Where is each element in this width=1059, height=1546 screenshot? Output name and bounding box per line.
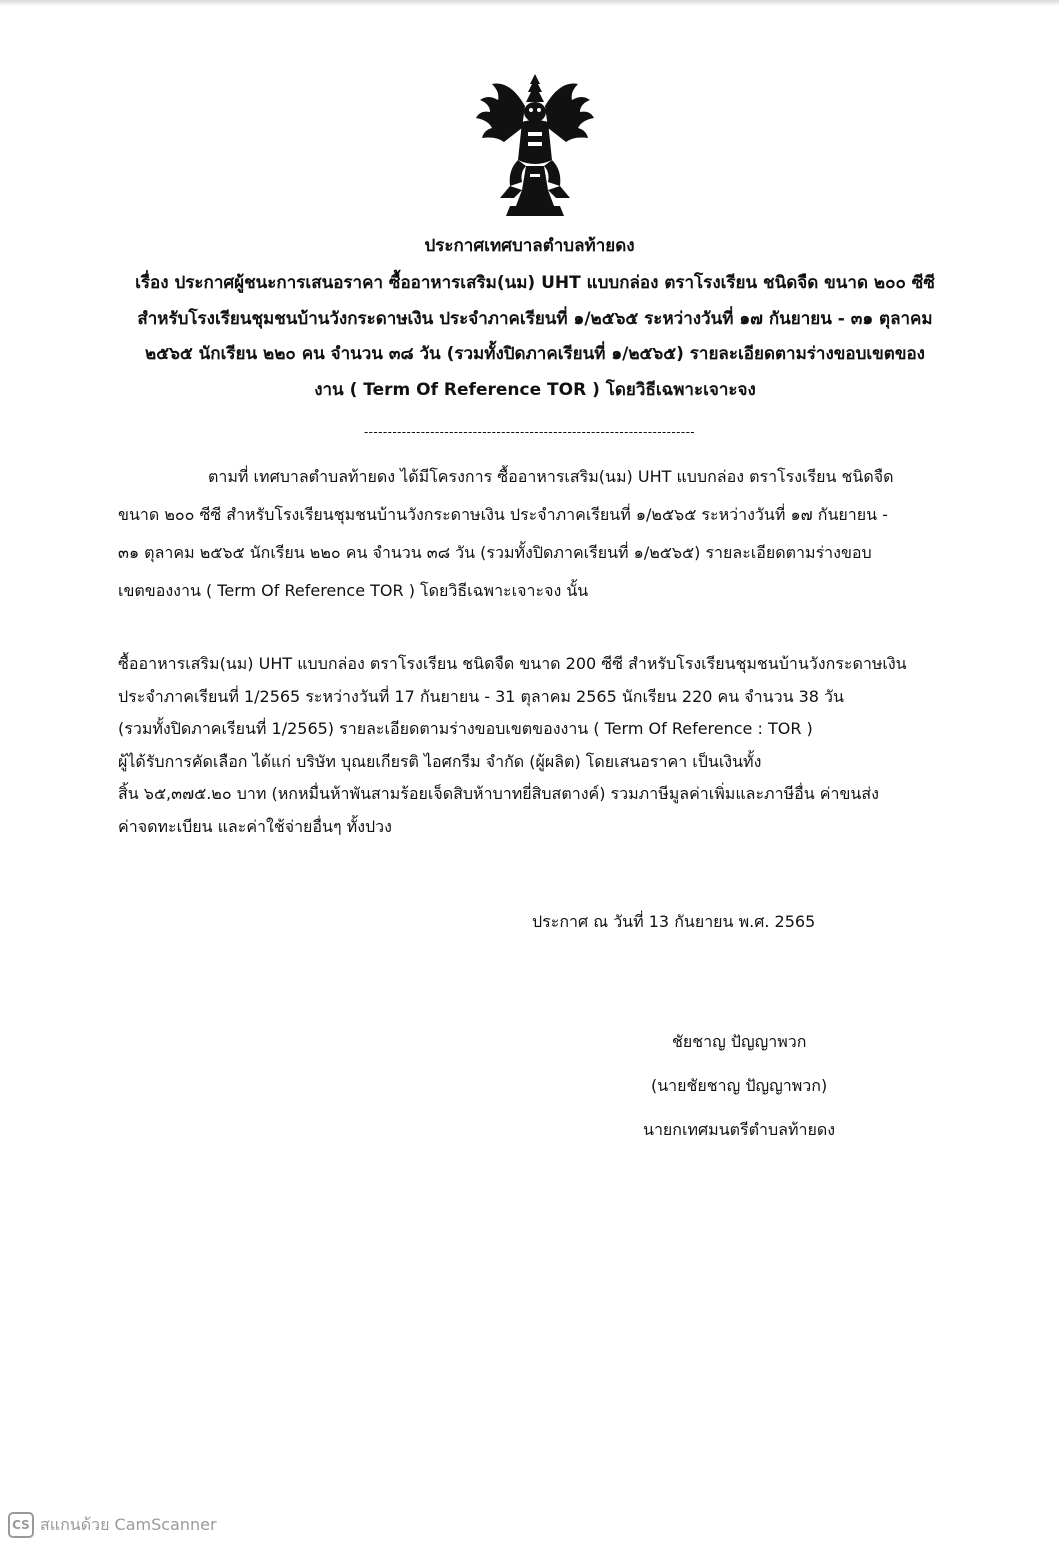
subject-line: ๒๕๖๕ นักเรียน ๒๒๐ คน จำนวน ๓๘ วัน (รวมทั้งปิดภาคเรียนที่ ๑/๒๕๖๕) รายละเอียดตามร่างขอบเขตของ [145,344,925,364]
garuda-emblem-icon [470,70,600,220]
camscanner-watermark [8,1512,217,1538]
signatory-name: ชัยชาญ ปัญญาพวก [672,1032,807,1051]
paragraph-line: เขตของงาน ( Term Of Reference TOR ) โดยวิธีเฉพาะเจาะจง นั้น [118,581,589,600]
separator-line: ---------------------------------------------------------------------- [363,425,696,439]
camscanner-logo-icon: CS [8,1512,34,1538]
subject-line: เรื่อง ประกาศผู้ชนะการเสนอราคา ซื้ออาหารเสริม(นม) UHT แบบกล่อง ตราโรงเรียน ชนิดจืด ขนาด ๒๐๐ ซีซี [135,273,935,293]
signatory-position: นายกเทศมนตรีตำบลท้ายดง [643,1120,836,1139]
paragraph-line: ประจำภาคเรียนที่ 1/2565 ระหว่างวันที่ 17 กันยายน - 31 ตุลาคม 2565 นักเรียน 220 คน จำนวน 38 วัน [118,686,844,706]
paragraph-line: ๓๑ ตุลาคม ๒๕๖๕ นักเรียน ๒๒๐ คน จำนวน ๓๘ วัน (รวมทั้งปิดภาคเรียนที่ ๑/๒๕๖๕) รายละเอียดตามร่างขอบ [118,543,872,562]
paragraph-line: (รวมทั้งปิดภาคเรียนที่ 1/2565) รายละเอียดตามร่างขอบเขตของงาน ( Term Of Reference : TOR ) [118,719,813,738]
subject-line: งาน ( Term Of Reference TOR ) โดยวิธีเฉพาะเจาะจง [314,379,756,400]
watermark-text: สแกนด้วย CamScanner [40,1514,217,1534]
paragraph-line: ผู้ได้รับการคัดเลือก ได้แก่ บริษัท บุณยเกียรติ ไอศกรีม จำกัด (ผู้ผลิต) โดยเสนอราคา เป็นเงินทั้ง [118,751,762,771]
subject-block [110,266,960,408]
announcement-date: ประกาศ ณ วันที่ 13 กันยายน พ.ศ. 2565 [532,912,816,931]
paragraph-line: สิ้น ๖๕,๓๗๕.๒๐ บาท (หกหมื่นห้าพันสามร้อยเจ็ดสิบห้าบาทยี่สิบสตางค์) รวมภาษีมูลค่าเพิ่มและภาษีอื่น ค่าขนส่ง [118,784,879,803]
paragraph-line: ซื้ออาหารเสริม(นม) UHT แบบกล่อง ตราโรงเรียน ชนิดจืด ขนาด 200 ซีซี สำหรับโรงเรียนชุมชนบ้านวังกระดาษเงิน [118,654,907,673]
paragraph-line: ขนาด ๒๐๐ ซีซี สำหรับโรงเรียนชุมชนบ้านวังกระดาษเงิน ประจำภาคเรียนที่ ๑/๒๕๖๕ ระหว่างวันที่ ๑๗ กันยายน - [118,505,888,524]
intro-paragraph [118,458,978,610]
subject-line: สำหรับโรงเรียนชุมชนบ้านวังกระดาษเงิน ประจำภาคเรียนที่ ๑/๒๕๖๕ ระหว่างวันที่ ๑๗ กันยายน - ๓๑ ตุลาคม [137,308,933,329]
signatory-full-name: (นายชัยชาญ ปัญญาพวก) [651,1076,828,1095]
scan-edge [0,0,1059,6]
announcement-title: ประกาศเทศบาลตำบลท้ายดง [424,236,635,256]
paragraph-line: ค่าจดทะเบียน และค่าใช้จ่ายอื่นๆ ทั้งปวง [118,816,392,836]
paragraph-line: ตามที่ เทศบาลตำบลท้ายดง ได้มีโครงการ ซื้ออาหารเสริม(นม) UHT แบบกล่อง ตราโรงเรียน ชนิดจืด [208,467,894,486]
award-paragraph [118,648,978,843]
